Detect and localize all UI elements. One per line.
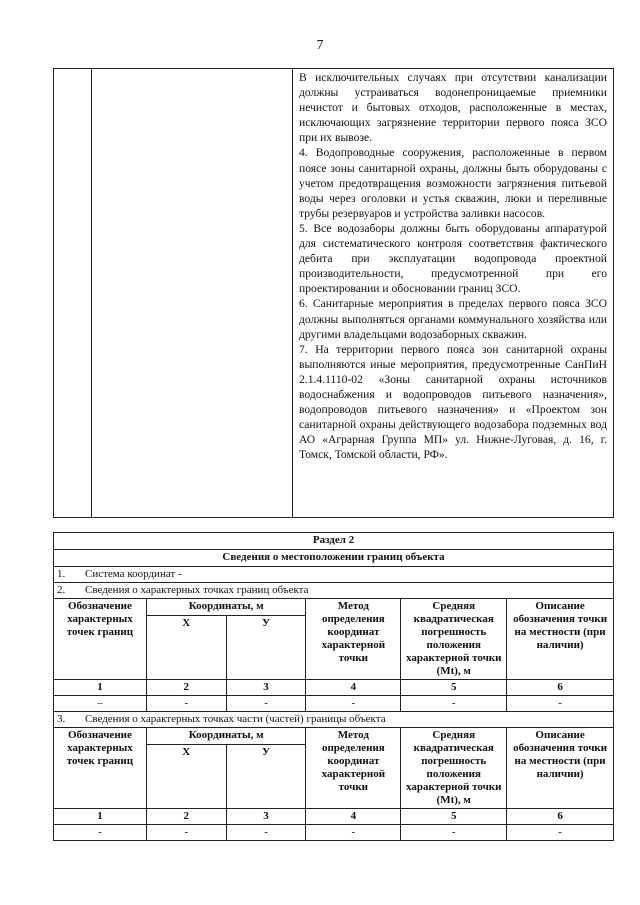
section-subtitle: Сведения о местоположении границ объекта: [54, 550, 614, 567]
section-2-table: [53, 532, 614, 841]
table-cell: -: [54, 825, 147, 841]
requirement-paragraph: 4. Водопроводные сооружения, расположенные в первом поясе зоны санитарной охраны, должны быть оборудованы с учетом предотвращения возможности загрязнения питьевой воды через оголовки и устья скважин, люки и переливные трубы резервуаров и устройства заливки насосов.: [299, 146, 607, 220]
col-y: У: [226, 616, 306, 680]
table-cell: -: [401, 825, 507, 841]
col-method: Метод определения координат характерной точки: [306, 728, 401, 809]
empty-cell-1: [54, 69, 92, 518]
requirement-paragraph: 5. Все водозаборы должны быть оборудованы аппаратурой для систематического контроля соответствия фактического дебита при эксплуатации водопровода проектной производительности, предусмотренной при его проектировании и обосновании границ ЗСО.: [299, 221, 607, 296]
item-1: [54, 567, 614, 583]
col-description: Описание обозначения точки на местности (при наличии): [507, 599, 614, 680]
col-coords: Координаты, м: [146, 599, 306, 616]
section-title: Раздел 2: [54, 533, 614, 550]
col-accuracy: Средняя квадратическая погрешность положения характерной точки (Mt), м: [401, 728, 507, 809]
col-number: 4: [306, 809, 401, 825]
col-number: 2: [146, 680, 226, 696]
item-2-text: Сведения о характерных точках границ объекта: [85, 584, 309, 596]
col-number: 5: [401, 680, 507, 696]
col-number: 3: [226, 680, 306, 696]
col-x: Х: [146, 745, 226, 809]
col-number: 5: [401, 809, 507, 825]
requirement-paragraph: В исключительных случаях при отсутствии канализации должны устраиваться водонепроницаемые приемники нечистот и бытовых отходов, расположенные в местах, исключающих загрязнение территории первого пояса ЗСО при их вывозе.: [299, 71, 607, 145]
col-method: Метод определения координат характерной точки: [306, 599, 401, 680]
requirements-table: [53, 68, 614, 518]
requirement-paragraph: 6. Санитарные мероприятия в пределах первого пояса ЗСО должны выполняться органами коммунального хозяйства или другими владельцами водозаборных скважин.: [299, 297, 607, 341]
col-designation: Обозначение характерных точек границ: [54, 599, 147, 680]
col-number: 1: [54, 680, 147, 696]
item-1-text: Система координат -: [85, 568, 182, 580]
table-cell: -: [507, 696, 614, 712]
empty-cell-2: [92, 69, 293, 518]
table-cell: -: [226, 696, 306, 712]
item-3-text: Сведения о характерных точках части (частей) границы объекта: [85, 713, 386, 725]
table-cell: -: [146, 825, 226, 841]
item-2-number: 2.: [57, 584, 66, 596]
table-cell: -: [306, 825, 401, 841]
col-designation: Обозначение характерных точек границ: [54, 728, 147, 809]
item-3: [54, 712, 614, 728]
col-number: 6: [507, 809, 614, 825]
table-cell: -: [306, 696, 401, 712]
item-1-number: 1.: [57, 568, 66, 580]
requirement-paragraph: 7. На территории первого пояса зон санитарной охраны выполняются иные мероприятия, предусмотренные СанПиН 2.1.4.1110-02 «Зоны санитарной охраны источников водоснабжения и водопроводов питьевого назначения», водопроводов питьевого назначения» и «Проектом зон санитарной охраны действующего водозабора подземных вод АО «Аграрная Группа МП» ул. Нижне-Луговая, д. 16, г. Томск, Томской области, РФ».: [299, 342, 607, 462]
col-number: 3: [226, 809, 306, 825]
col-description: Описание обозначения точки на местности (при наличии): [507, 728, 614, 809]
item-2: [54, 583, 614, 599]
item-3-number: 3.: [57, 713, 66, 725]
col-y: У: [226, 745, 306, 809]
col-number: 1: [54, 809, 147, 825]
table-cell: -: [401, 696, 507, 712]
table-cell: -: [226, 825, 306, 841]
col-number: 4: [306, 680, 401, 696]
table-cell: -: [507, 825, 614, 841]
page-number: 7: [316, 38, 324, 53]
requirements-cell: [293, 69, 614, 518]
table-cell: -: [146, 696, 226, 712]
col-accuracy: Средняя квадратическая погрешность положения характерной точки (Mt), м: [401, 599, 507, 680]
table-cell: –: [54, 696, 147, 712]
col-number: 6: [507, 680, 614, 696]
col-number: 2: [146, 809, 226, 825]
col-coords: Координаты, м: [146, 728, 306, 745]
col-x: Х: [146, 616, 226, 680]
